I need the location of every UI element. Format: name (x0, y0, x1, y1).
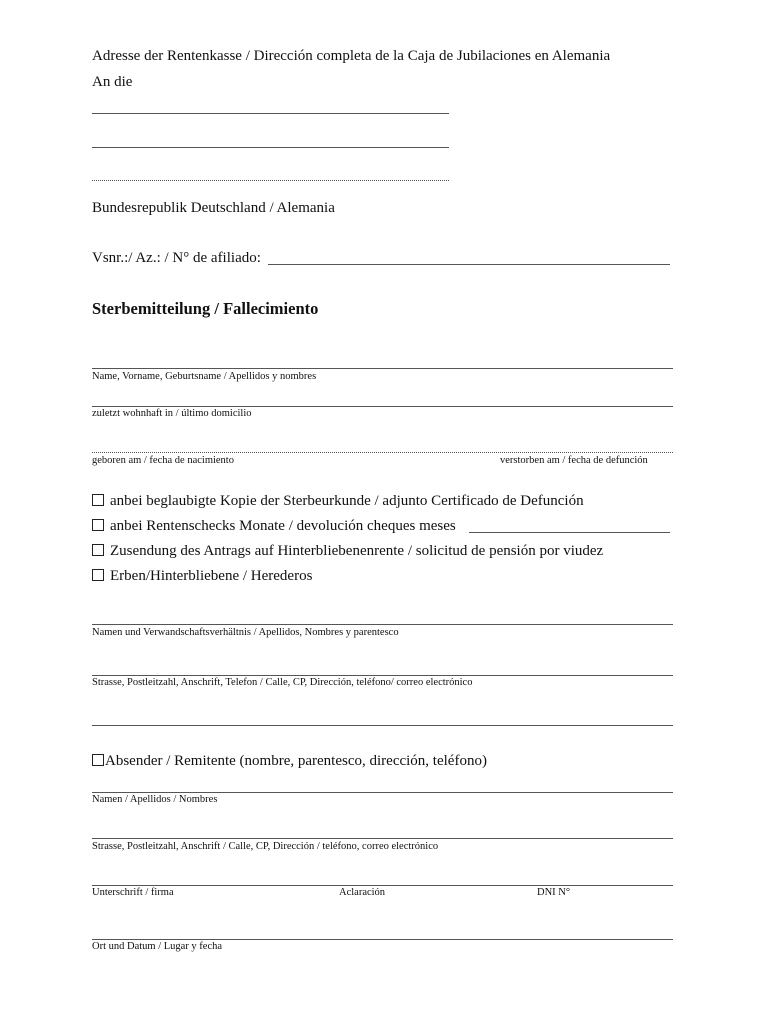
signature-line[interactable] (92, 885, 673, 886)
name-field-label: Name, Vorname, Geburtsname / Apellidos y nombres (92, 371, 317, 382)
checkbox-row-pension-checks[interactable] (92, 517, 456, 535)
sender-names-line[interactable] (92, 792, 673, 793)
heirs-extra-line[interactable] (92, 725, 673, 726)
checkbox-row-death-certificate[interactable] (92, 492, 584, 510)
sender-names-label: Namen / Apellidos / Nombres (92, 794, 218, 805)
checkbox-label: Zusendung des Antrags auf Hinterbliebenenrente / solicitud de pensión por viudez (110, 543, 604, 559)
checkbox-label: anbei beglaubigte Kopie der Sterbeurkunde / adjunto Certificado de Defunción (110, 493, 584, 509)
country-label: Bundesrepublik Deutschland / Alemania (92, 200, 335, 216)
checkbox-sender[interactable] (92, 754, 104, 766)
vsnr-label: Vsnr.:/ Az.: / N° de afiliado: (92, 250, 261, 266)
signature-label: Unterschrift / firma (92, 887, 174, 898)
birth-date-label: geboren am / fecha de nacimiento (92, 455, 234, 466)
checkbox-label: Erben/Hinterbliebene / Herederos (110, 568, 313, 584)
vsnr-field[interactable] (268, 264, 670, 265)
last-address-field-line[interactable] (92, 406, 673, 407)
checkbox-death-certificate[interactable] (92, 494, 104, 506)
checkbox-label: anbei Rentenschecks Monate / devolución cheques meses (110, 518, 456, 534)
checkbox-row-heirs[interactable] (92, 567, 312, 585)
heirs-names-line[interactable] (92, 624, 673, 625)
months-field-line[interactable] (469, 532, 670, 533)
sender-address-label: Strasse, Postleitzahl, Anschrift / Calle, CP, Dirección / teléfono, correo electrónico (92, 841, 439, 852)
sender-row[interactable] (92, 752, 487, 770)
heirs-names-label: Namen und Verwandschaftsverhältnis / Apellidos, Nombres y parentesco (92, 627, 399, 638)
sender-label: Absender / Remitente (nombre, parentesco, dirección, teléfono) (105, 753, 487, 769)
dates-field-line[interactable] (92, 452, 673, 453)
place-date-label: Ort und Datum / Lugar y fecha (92, 941, 223, 952)
checkbox-widow-pension[interactable] (92, 544, 104, 556)
name-field-line[interactable] (92, 368, 673, 369)
place-date-line[interactable] (92, 939, 673, 940)
checkbox-row-widow-pension[interactable] (92, 542, 603, 560)
sender-address-line[interactable] (92, 838, 673, 839)
death-date-label: verstorben am / fecha de defunción (500, 455, 648, 466)
clarification-label: Aclaración (339, 887, 386, 898)
address-heading: Adresse der Rentenkasse / Dirección completa de la Caja de Jubilaciones en Alemania (92, 48, 611, 64)
dni-label: DNI N° (537, 887, 571, 898)
last-address-label: zuletzt wohnhaft in / último domicilio (92, 408, 252, 419)
address-line-2[interactable] (92, 147, 449, 148)
heirs-address-label: Strasse, Postleitzahl, Anschrift, Telefon / Calle, CP, Dirección, teléfono/ correo electrónico (92, 677, 473, 688)
address-line-1[interactable] (92, 113, 449, 114)
heirs-address-line[interactable] (92, 675, 673, 676)
an-die-label: An die (92, 74, 133, 90)
form-title: Sterbemitteilung / Fallecimiento (92, 299, 319, 318)
checkbox-heirs[interactable] (92, 569, 104, 581)
checkbox-pension-checks[interactable] (92, 519, 104, 531)
address-line-3[interactable] (92, 180, 449, 181)
